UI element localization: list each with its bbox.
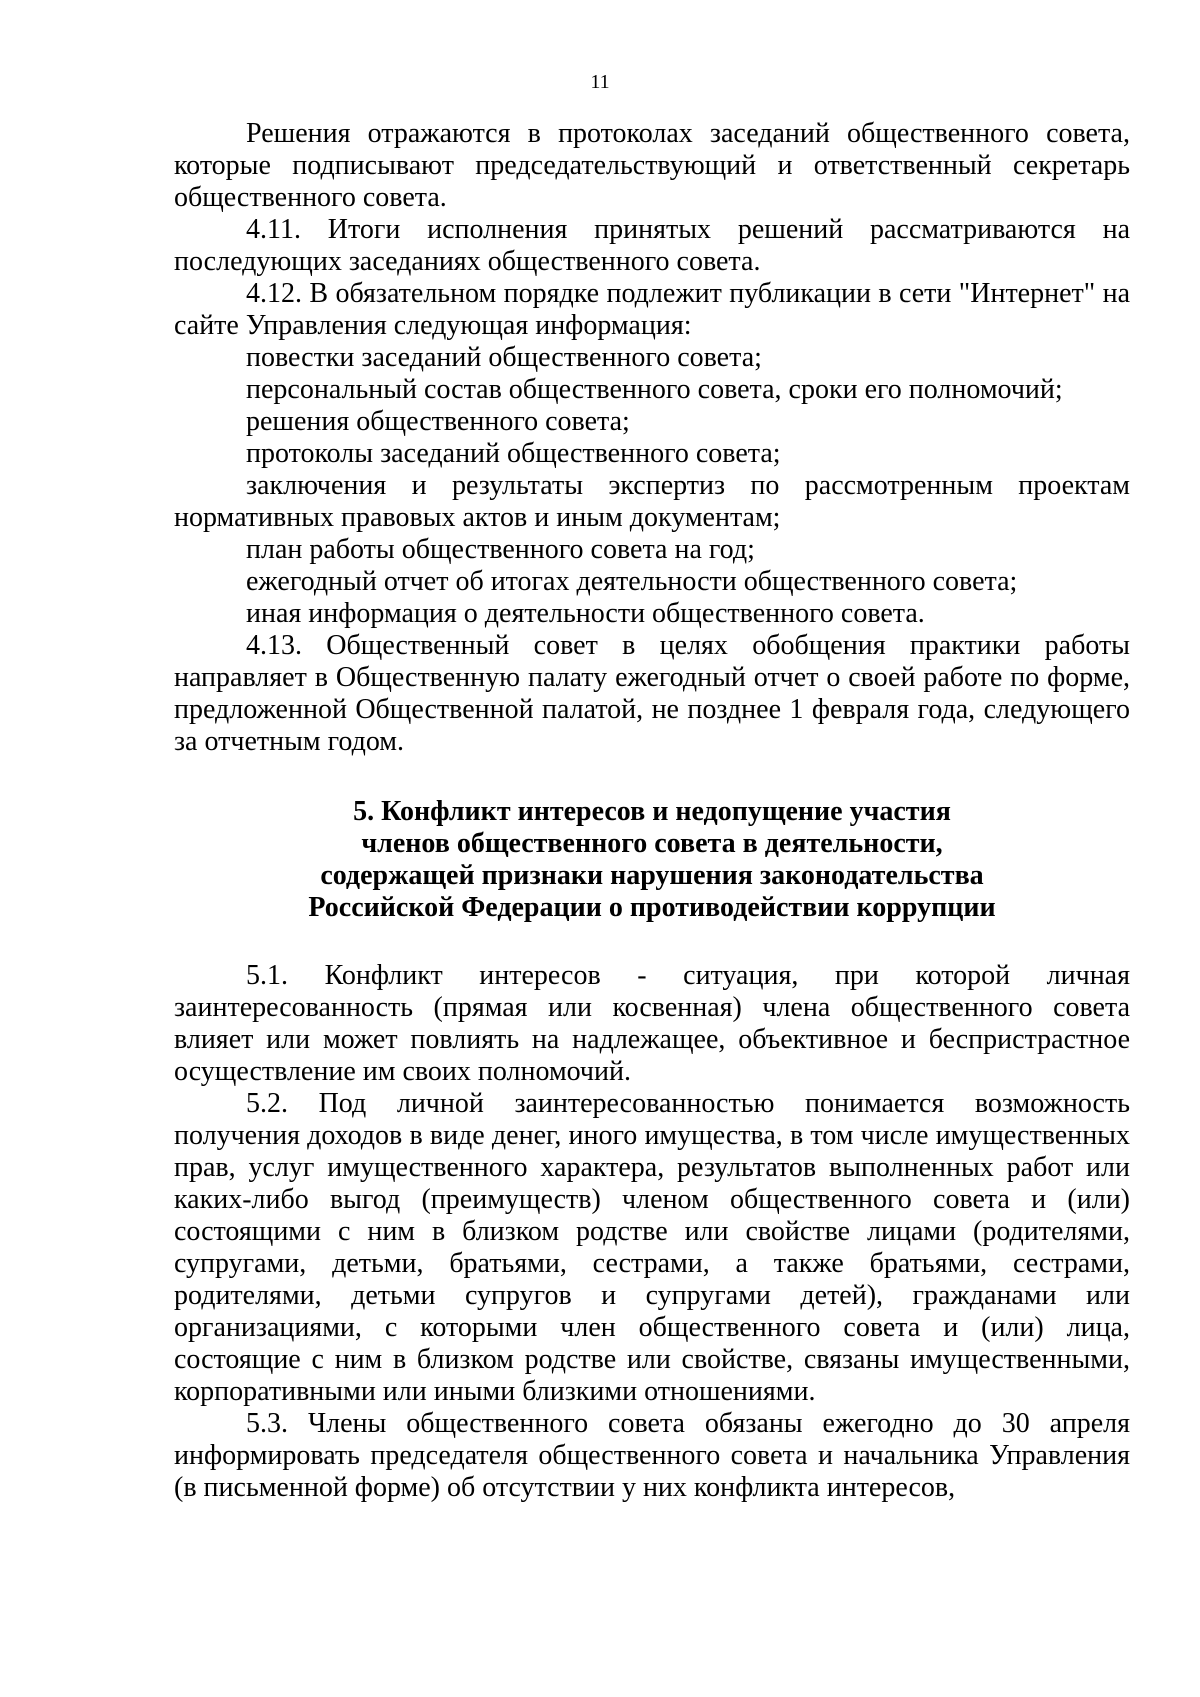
list-item-agendas: повестки заседаний общественного совета; [246,342,762,373]
paragraph-5-1: 5.1. Конфликт интересов - ситуация, при которой личная заинтересованность (прямая или косвенная) члена общественного совета влияет или может повлиять на надлежащее, объективное и беспристрастное осуществление им своих полномочий. [174,960,1130,1087]
heading-line: Российской Федерации о противодействии коррупции [308,892,996,923]
section-5-heading [174,796,1130,924]
paragraph-5-2: 5.2. Под личной заинтересованностью понимается возможность получения доходов в виде денег, иного имущества, в том числе имущественных прав, услуг имущественного характера, результатов выполненных работ или каких-либо выгод (преимуществ) членом общественного совета и (или) состоящими с ним в близком родстве или свойстве лицами (родителями, супругами, детьми, братьями, сестрами, а также братьями, сестрами, родителями, детьми супругов и супругами детей), гражданами или организациями, с которыми член общественного совета и (или) лица, состоящие с ним в близком родстве или свойстве, связаны имущественными, корпоративными или иными близкими отношениями. [174,1088,1130,1407]
list-item-protocols: протоколы заседаний общественного совета; [246,438,781,469]
list-item-decisions: решения общественного совета; [246,406,630,437]
list-item-composition: персональный состав общественного совета, сроки его полномочий; [246,374,1063,405]
heading-line: членов общественного совета в деятельности, [361,828,943,859]
heading-line: 5. Конфликт интересов и недопущение участия [353,796,951,827]
paragraph-4-12: 4.12. В обязательном порядке подлежит публикации в сети "Интернет" на сайте Управления следующая информация: [174,278,1130,341]
list-item-annual-report: ежегодный отчет об итогах деятельности общественного совета; [246,566,1018,597]
list-item-expertise: заключения и результаты экспертиз по рассмотренным проектам нормативных правовых актов и иным документам; [174,470,1130,533]
list-item-work-plan: план работы общественного совета на год; [246,534,755,565]
paragraph-4-13: 4.13. Общественный совет в целях обобщения практики работы направляет в Общественную палату ежегодный отчет о своей работе по форме, предложенной Общественной палатой, не позднее 1 февраля года, следующего за отчетным годом. [174,630,1130,757]
list-item-other-info: иная информация о деятельности общественного совета. [246,598,925,629]
paragraph-4-11: 4.11. Итоги исполнения принятых решений рассматриваются на последующих заседаниях общественного совета. [174,214,1130,277]
page-number: 11 [590,71,610,93]
document-body [174,118,1130,1504]
paragraph-decisions: Решения отражаются в протоколах заседаний общественного совета, которые подписывают председательствующий и ответственный секретарь общественного совета. [174,118,1130,213]
heading-line: содержащей признаки нарушения законодательства [320,860,984,891]
paragraph-5-3: 5.3. Члены общественного совета обязаны ежегодно до 30 апреля информировать председателя общественного совета и начальника Управления (в письменной форме) об отсутствии у них конфликта интересов, [174,1408,1130,1503]
